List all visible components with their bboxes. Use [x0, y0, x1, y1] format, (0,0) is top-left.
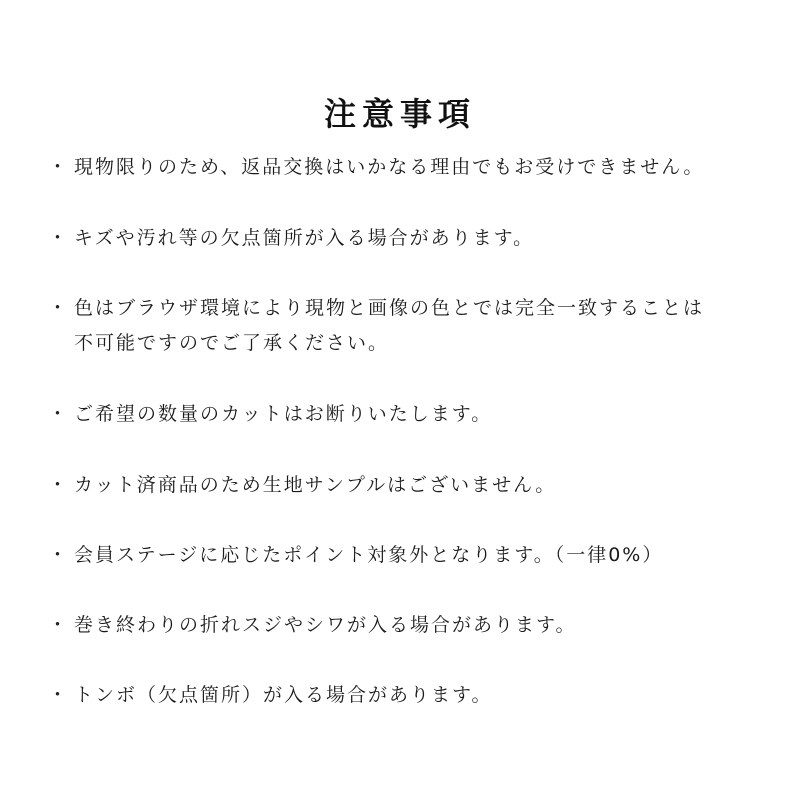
bullet-icon: ・: [48, 227, 70, 249]
notice-list: [48, 150, 768, 713]
bullet-icon: ・: [48, 297, 70, 319]
bullet-icon: ・: [48, 614, 70, 636]
bullet-icon: ・: [48, 474, 70, 496]
page-title: 注意事項: [323, 95, 476, 134]
list-item: [48, 397, 768, 432]
list-item: [48, 291, 768, 361]
bullet-icon: ・: [48, 544, 70, 566]
note-text: カット済商品のため生地サンプルはございません。: [74, 474, 557, 496]
list-item: [48, 150, 768, 185]
note-text: トンボ（欠点箇所）が入る場合があります。: [74, 684, 493, 706]
list-item: [48, 468, 768, 503]
bullet-icon: ・: [48, 403, 70, 425]
note-text: 会員ステージに応じたポイント対象外となります。（一律0%）: [74, 544, 664, 566]
note-text: 現物限りのため、返品交換はいかなる理由でもお受けできません。: [74, 156, 705, 178]
list-item: [48, 221, 768, 256]
note-text: 色はブラウザ環境により現物と画像の色とでは完全一致することは 不可能ですのでご了承ください。: [74, 297, 705, 354]
list-item: [48, 538, 768, 573]
note-text: 巻き終わりの折れスジやシワが入る場合があります。: [74, 614, 577, 636]
note-text: キズや汚れ等の欠点箇所が入る場合があります。: [74, 227, 535, 249]
list-item: [48, 678, 768, 713]
bullet-icon: ・: [48, 684, 70, 706]
note-text: ご希望の数量のカットはお断りいたします。: [74, 403, 493, 425]
bullet-icon: ・: [48, 156, 70, 178]
list-item: [48, 608, 768, 643]
